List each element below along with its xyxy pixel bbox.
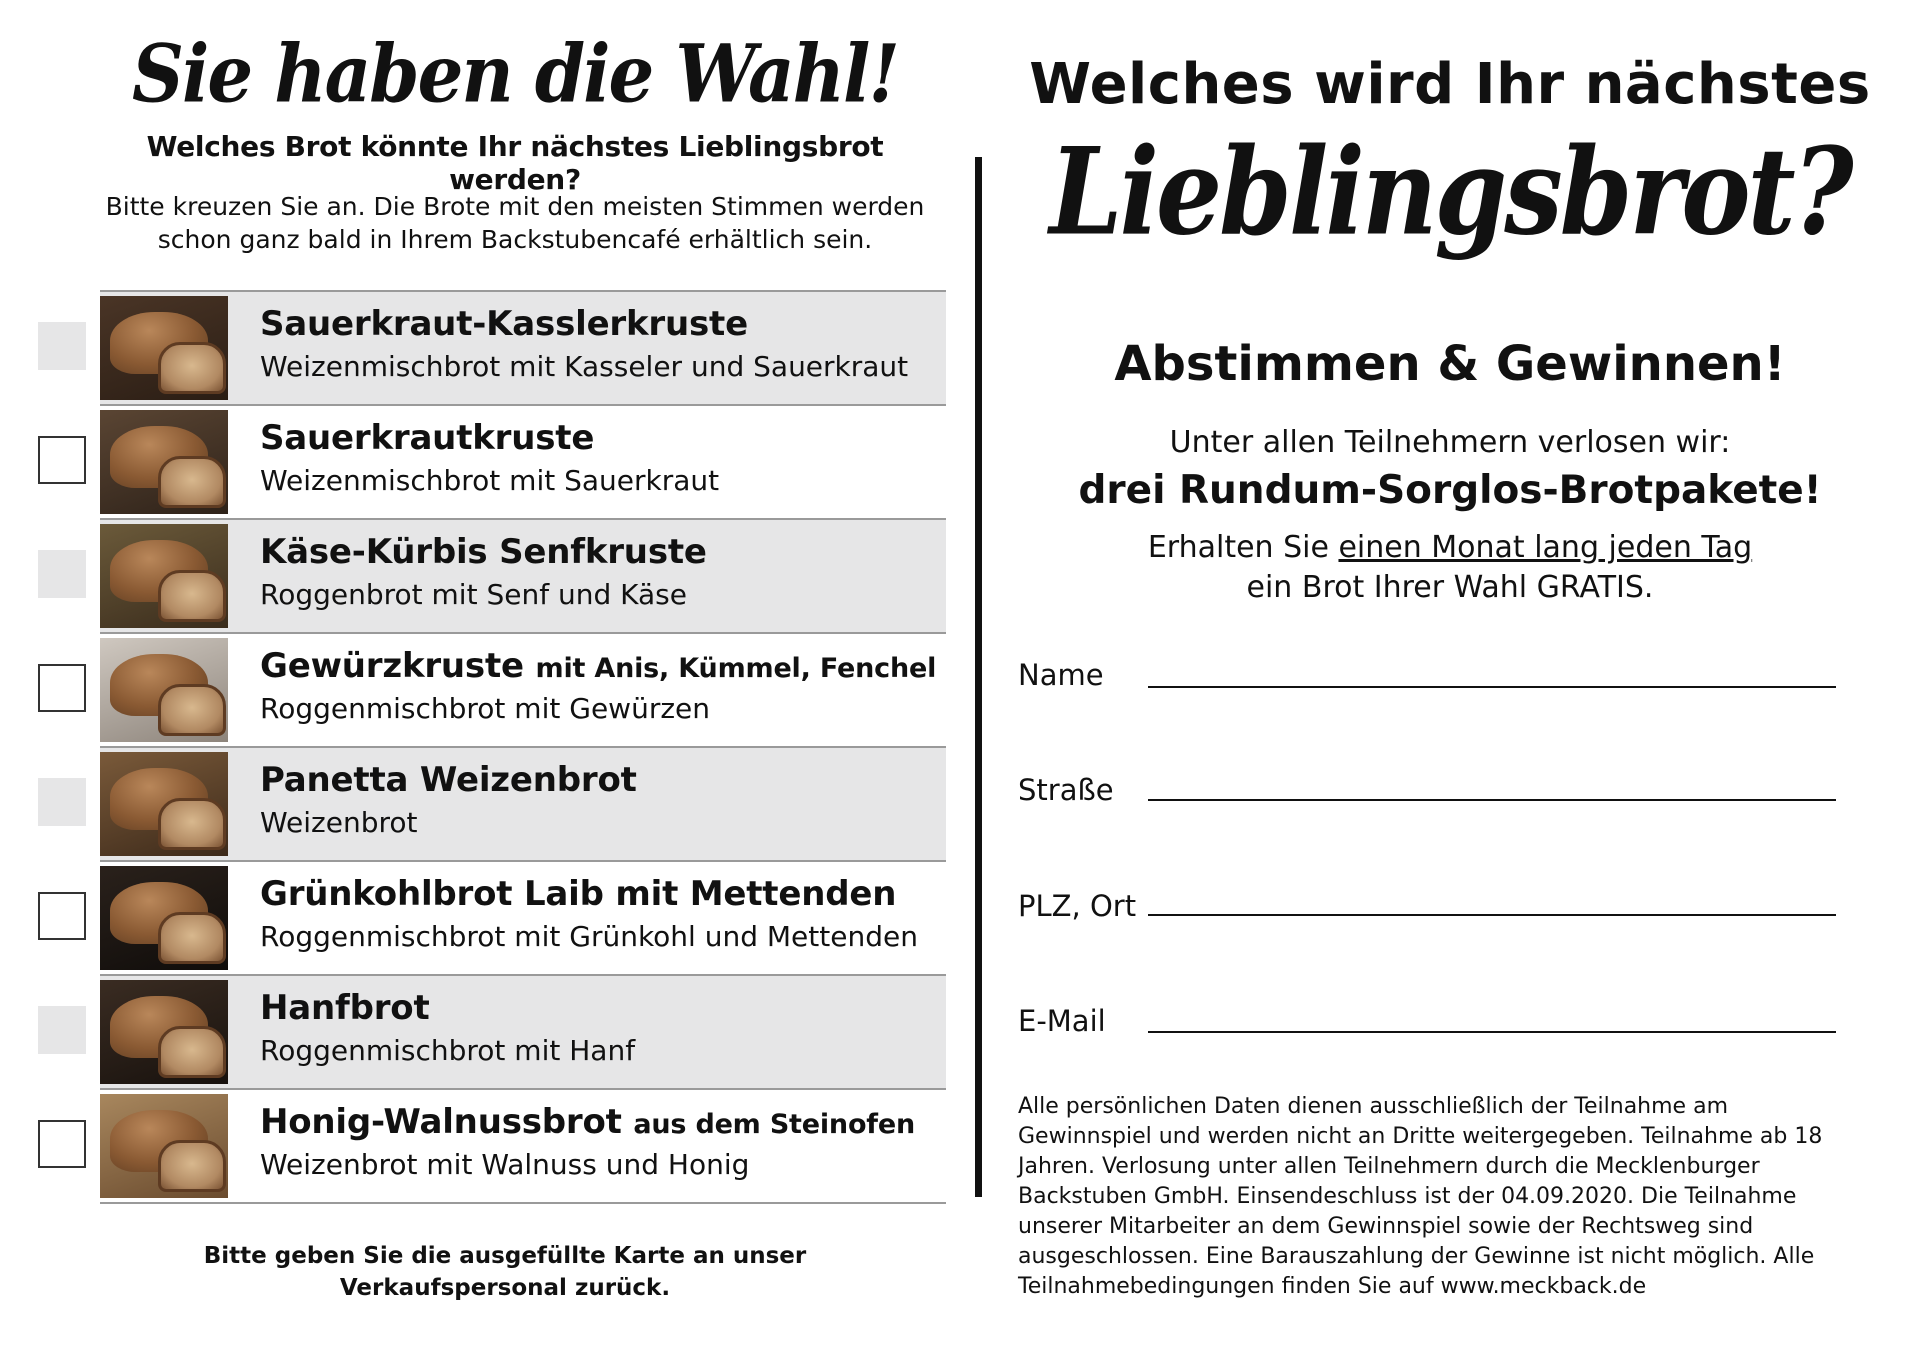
- bread-row: [0, 290, 950, 404]
- bread-checkbox[interactable]: [38, 322, 86, 370]
- email-field[interactable]: [1148, 1031, 1836, 1033]
- bread-row: [0, 1088, 950, 1202]
- bread-checkbox[interactable]: [38, 892, 86, 940]
- right-script-title: Lieblingsbrot?: [1049, 120, 1851, 263]
- raffle-detail-line2: ein Brot Ihrer Wahl GRATIS.: [1246, 570, 1654, 605]
- vote-title: Abstimmen & Gewinnen!: [1114, 336, 1786, 392]
- bread-checkbox[interactable]: [38, 1006, 86, 1054]
- bread-photo: [100, 980, 228, 1084]
- bread-row: [0, 860, 950, 974]
- bread-name: Hanfbrot: [260, 988, 430, 1028]
- bread-name: Sauerkraut-Kasslerkruste: [260, 304, 748, 344]
- bread-photo: [100, 410, 228, 514]
- bread-row: [0, 974, 950, 1088]
- bread-photo: [100, 638, 228, 742]
- bread-description: Roggenmischbrot mit Hanf: [260, 1034, 636, 1067]
- right-heading: Welches wird Ihr nächstes: [1029, 52, 1871, 117]
- bread-checkbox[interactable]: [38, 550, 86, 598]
- bread-photo: [100, 752, 228, 856]
- bread-card: [100, 290, 946, 404]
- bread-description: Roggenbrot mit Senf und Käse: [260, 578, 687, 611]
- bread-name: Panetta Weizenbrot: [260, 760, 637, 800]
- bread-name: Honig-Walnussbrot aus dem Steinofen: [260, 1102, 915, 1142]
- raffle-prize: drei Rundum-Sorglos-Brotpakete!: [1078, 468, 1822, 513]
- bread-name: Sauerkrautkruste: [260, 418, 595, 458]
- name-field[interactable]: [1148, 686, 1836, 688]
- bread-description: Weizenbrot: [260, 806, 418, 839]
- bread-card: [100, 404, 946, 518]
- bread-checkbox[interactable]: [38, 778, 86, 826]
- bread-card: [100, 860, 946, 974]
- left-intro: [90, 190, 940, 256]
- left-intro-line1: Bitte kreuzen Sie an. Die Brote mit den meisten Stimmen werden: [105, 192, 925, 221]
- left-script-title: Sie haben die Wahl!: [132, 26, 898, 121]
- bread-photo: [100, 866, 228, 970]
- bread-photo: [100, 524, 228, 628]
- bread-checkbox[interactable]: [38, 436, 86, 484]
- bread-description: Weizenmischbrot mit Sauerkraut: [260, 464, 720, 497]
- name-label: Name: [1018, 658, 1104, 692]
- left-intro-line2: schon ganz bald in Ihrem Backstubencafé erhältlich sein.: [157, 225, 873, 254]
- bread-list: [0, 290, 950, 1200]
- bread-description: Roggenmischbrot mit Grünkohl und Mettenden: [260, 920, 918, 953]
- left-footer-line1: Bitte geben Sie die ausgefüllte Karte an unser: [203, 1243, 807, 1269]
- left-question: Welches Brot könnte Ihr nächstes Lieblingsbrot werden?: [146, 130, 884, 196]
- bread-checkbox[interactable]: [38, 664, 86, 712]
- zip-city-field[interactable]: [1148, 914, 1836, 916]
- bread-card: [100, 632, 946, 746]
- bread-checkbox[interactable]: [38, 1120, 86, 1168]
- bread-description: Weizenbrot mit Walnuss und Honig: [260, 1148, 750, 1181]
- column-divider: [975, 157, 982, 1197]
- raffle-intro: Unter allen Teilnehmern verlosen wir:: [1169, 425, 1731, 460]
- street-field[interactable]: [1148, 799, 1836, 801]
- bread-row: [0, 404, 950, 518]
- bread-card: [100, 974, 946, 1088]
- bread-card: [100, 746, 946, 860]
- zip-city-label: PLZ, Ort: [1018, 889, 1137, 923]
- email-label: E-Mail: [1018, 1004, 1106, 1038]
- raffle-detail: [1020, 528, 1880, 608]
- bread-row: [0, 632, 950, 746]
- bread-description: Weizenmischbrot mit Kasseler und Sauerkraut: [260, 350, 909, 383]
- raffle-detail-line1: Erhalten Sie einen Monat lang jeden Tag: [1147, 530, 1753, 565]
- bread-name: Grünkohlbrot Laib mit Mettenden: [260, 874, 897, 914]
- fine-print: Alle persönlichen Daten dienen ausschließlich der Teilnahme am Gewinnspiel und werden nicht an Dritte weitergegeben. Teilnahme ab 18 Jahren. Verlosung unter allen Teilnehmern durch die Mecklenburger Backstuben GmbH. Einsendeschluss ist der 04.09.2020. Die Teilnahme unserer Mitarbeiter an dem Gewinnspiel sowie der Rechtsweg sind ausgeschlossen. Eine Barauszahlung der Gewinne ist nicht möglich. Alle Teilnahmebedingungen finden Sie auf www.meckback.de: [1018, 1094, 1823, 1299]
- bread-photo: [100, 1094, 228, 1198]
- raffle-detail-underlined: einen Monat lang jeden Tag: [1338, 530, 1753, 565]
- left-footer: [160, 1240, 850, 1304]
- bread-name: Käse-Kürbis Senfkruste: [260, 532, 707, 572]
- bread-description: Roggenmischbrot mit Gewürzen: [260, 692, 710, 725]
- bread-row: [0, 518, 950, 632]
- bread-name: Gewürzkruste mit Anis, Kümmel, Fenchel: [260, 646, 937, 686]
- bread-row: [0, 746, 950, 860]
- bread-card: [100, 1088, 946, 1204]
- bread-photo: [100, 296, 228, 400]
- left-footer-line2: Verkaufspersonal zurück.: [339, 1275, 671, 1301]
- bread-card: [100, 518, 946, 632]
- street-label: Straße: [1018, 773, 1114, 807]
